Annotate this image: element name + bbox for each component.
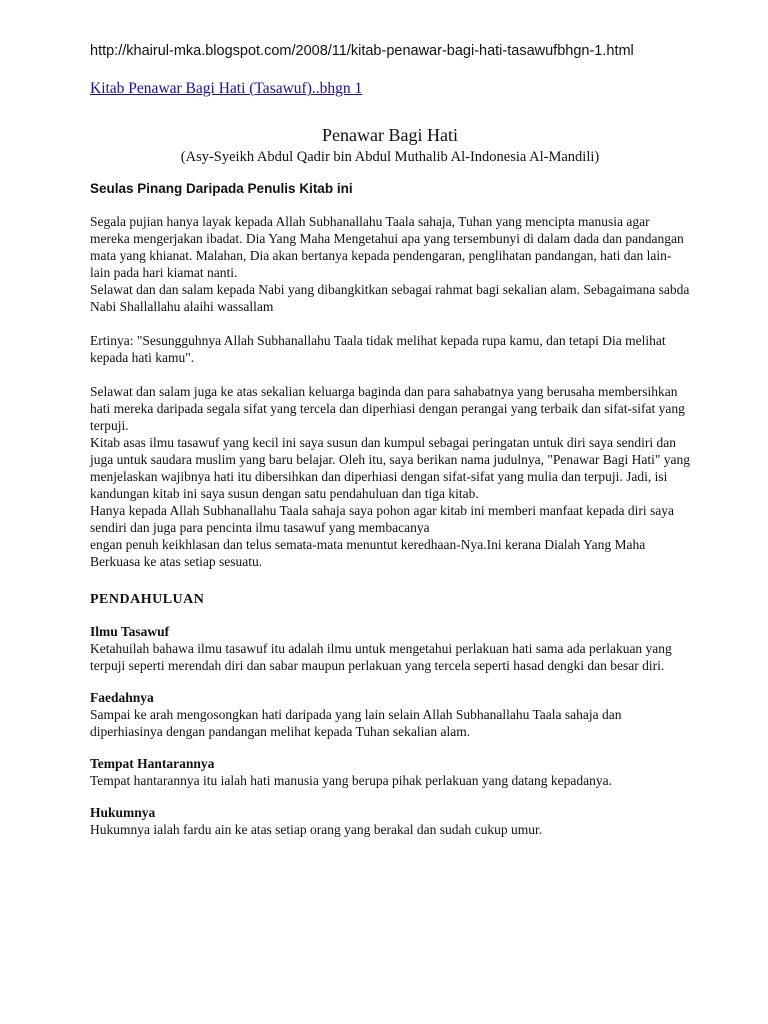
document-title: Penawar Bagi Hati xyxy=(322,125,458,145)
document-page xyxy=(90,0,690,838)
paragraph: Selawat dan dan salam kepada Nabi yang dibangkitkan sebagai rahmat bagi sekalian alam. Sebagaimana sabda Nabi Shallallahu alaihi wassallam xyxy=(90,282,690,314)
document-subtitle: (Asy-Syeikh Abdul Qadir bin Abdul Muthalib Al-Indonesia Al-Mandili) xyxy=(180,149,600,165)
paragraph: engan penuh keikhlasan dan telus semata-mata menuntut keredhaan-Nya.Ini kerana Dialah Yang Maha Berkuasa ke atas setiap sesuatu. xyxy=(90,537,646,569)
paragraph: Hanya kepada Allah Subhanallahu Taala sahaja saya pohon agar kitab ini memberi manfaat kepada diri saya sendiri dan juga para pencinta ilmu tasawuf yang membacanya xyxy=(90,503,674,535)
subsection-text: Hukumnya ialah fardu ain ke atas setiap orang yang berakal dan sudah cukup umur. xyxy=(90,822,543,837)
section-heading-pendahuluan: PENDAHULUAN xyxy=(90,592,205,607)
intro-heading: Seulas Pinang Daripada Penulis Kitab ini xyxy=(90,181,353,196)
subsection-heading: Hukumnya xyxy=(90,805,156,820)
paragraph: Ertinya: "Sesungguhnya Allah Subhanallahu Taala tidak melihat kepada rupa kamu, dan tetapi Dia melihat kepada hati kamu". xyxy=(90,333,666,365)
paragraph: Kitab asas ilmu tasawuf yang kecil ini saya susun dan kumpul sebagai peringatan untuk diri saya sendiri dan juga untuk saudara muslim yang baru belajar. Oleh itu, saya berikan nama judulnya, "Penawar Bagi Hati" yang menjelaskan wajibnya hati itu dibersihkan dan diperhiasi dengan sifat-sifat yang mulia dan terpuji. Jadi, isi kandungan kitab ini saya susun dengan satu pendahuluan dan tiga kitab. xyxy=(90,435,690,501)
subsection-text: Ketahuilah bahawa ilmu tasawuf itu adalah ilmu untuk mengetahui perlakuan hati sama ada perlakuan yang terpuji seperti merendah diri dan sabar maupun perlakuan yang tercela seperti hasad dengki dan besar diri. xyxy=(90,641,672,673)
subsection-text: Tempat hantarannya itu ialah hati manusia yang berupa pihak perlakuan yang datang kepadanya. xyxy=(90,773,612,788)
subsection-heading: Ilmu Tasawuf xyxy=(90,624,170,639)
subsection-text: Sampai ke arah mengosongkan hati daripada yang lain selain Allah Subhanallahu Taala sahaja dan diperhiasinya dengan pandangan melihat kepada Tuhan sekalian alam. xyxy=(90,707,622,739)
subsection-heading: Tempat Hantarannya xyxy=(90,756,215,771)
subsection-heading: Faedahnya xyxy=(90,690,154,705)
source-url: http://khairul-mka.blogspot.com/2008/11/kitab-penawar-bagi-hati-tasawufbhgn-1.html xyxy=(90,43,634,59)
paragraph: Selawat dan salam juga ke atas sekalian keluarga baginda dan para sahabatnya yang berusaha membersihkan hati mereka daripada segala sifat yang tercela dan diperhiasi dengan perangai yang terbaik dan sifat-sifat yang terpuji. xyxy=(90,384,685,433)
post-title-link[interactable]: Kitab Penawar Bagi Hati (Tasawuf)..bhgn 1 xyxy=(90,80,363,97)
paragraph: Segala pujian hanya layak kepada Allah Subhanallahu Taala sahaja, Tuhan yang mencipta manusia agar mereka mengerjakan ibadat. Dia Yang Maha Mengetahui apa yang tersembunyi di dalam dada dan pandangan mata yang khianat. Malahan, Dia akan bertanya kepada pendengaran, penglihatan pandangan, hati dan lain-lain pada hari kiamat nanti. xyxy=(90,214,684,280)
